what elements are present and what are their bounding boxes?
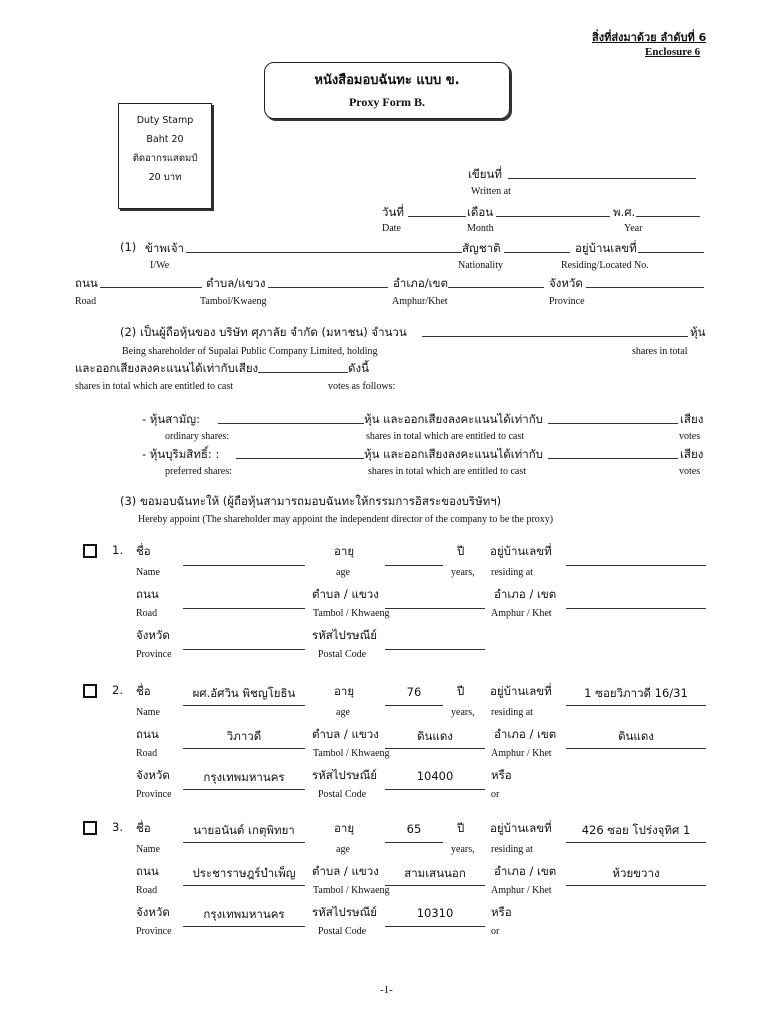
- year-field[interactable]: [636, 216, 700, 217]
- postal-label-th: รหัสไปรษณีย์: [312, 768, 378, 782]
- province-line: [183, 789, 305, 790]
- postal-field[interactable]: 10400: [416, 769, 454, 783]
- tambol-label-th: ตำบล / แขวง: [312, 727, 379, 741]
- tambol-line: [385, 885, 485, 886]
- address-field[interactable]: 426 ซอย โปร่งจุทิศ 1: [581, 823, 691, 837]
- tambol-label-th: ตำบล / แขวง: [312, 864, 379, 878]
- province-label-en: Province: [136, 649, 172, 660]
- sec1-road-en: Road: [75, 296, 97, 307]
- title-box: [264, 62, 510, 119]
- name-label-en: Name: [136, 567, 160, 578]
- ordinary-en-end: votes: [679, 431, 701, 442]
- address-line: [566, 842, 706, 843]
- age-label-en: age: [336, 707, 350, 718]
- age-field[interactable]: 76: [406, 685, 422, 699]
- proxy-checkbox[interactable]: [83, 544, 97, 558]
- amphur-field[interactable]: ดินแดง: [618, 729, 654, 743]
- tambol-line: [385, 608, 485, 609]
- sec1-num: (1): [120, 240, 137, 254]
- preferred-th: - หุ้นบุริมสิทธิ์: :: [142, 447, 220, 461]
- or-label-th: หรือ: [491, 905, 512, 919]
- sec1-tambol-th: ตำบล/แขวง: [206, 276, 266, 290]
- residing-label-th: อยู่บ้านเลขที่: [490, 821, 552, 835]
- amphur-field[interactable]: ห้วยขวาง: [612, 866, 660, 880]
- road-field[interactable]: วิภาวดี: [226, 729, 262, 743]
- road-label-en: Road: [136, 748, 158, 759]
- sec2-line2-th: และออกเสียงลงคะแนนได้เท่ากับเสียง: [75, 361, 259, 375]
- years-label-th: ปี: [457, 821, 465, 835]
- age-line: [385, 565, 443, 566]
- amphur-line: [566, 885, 706, 886]
- preferred-mid-th: หุ้น และออกเสียงลงคะแนนได้เท่ากับ: [364, 447, 543, 461]
- sec1-amphur-en: Amphur/Khet: [392, 296, 448, 307]
- sec1-province-field[interactable]: [586, 287, 704, 288]
- sec2-line1-end: หุ้น: [690, 325, 706, 339]
- province-label-en: Province: [136, 926, 172, 937]
- ordinary-en: ordinary shares:: [165, 431, 230, 442]
- sec2-line2-end: ดังนี้: [348, 361, 369, 375]
- road-line: [183, 885, 305, 886]
- province-field[interactable]: กรุงเทพมหานคร: [203, 907, 285, 921]
- nationality-field[interactable]: [504, 252, 570, 253]
- sec1-tambol-field[interactable]: [268, 287, 388, 288]
- sec1-amphur-field[interactable]: [448, 287, 544, 288]
- month-field[interactable]: [496, 216, 610, 217]
- stamp-line-3: ติดอากรแสตมป์: [132, 153, 198, 164]
- written-at-th: เขียนที่: [468, 167, 502, 181]
- age-label-th: อายุ: [334, 684, 355, 698]
- sec2-line2-en-right: votes as follows:: [328, 381, 396, 392]
- amphur-line: [566, 608, 706, 609]
- name-field[interactable]: นายอนันต์ เกตุพิทยา: [193, 823, 295, 837]
- ordinary-en-mid: shares in total which are entitled to cast: [366, 431, 525, 442]
- age-label-th: อายุ: [334, 544, 355, 558]
- residing-en: Residing/Located No.: [561, 260, 649, 271]
- proxy-number: 2.: [112, 683, 123, 697]
- tambol-field[interactable]: ดินแดง: [417, 729, 453, 743]
- iwe-en: I/We: [150, 260, 170, 271]
- residing-th: อยู่บ้านเลขที่: [575, 241, 637, 255]
- ordinary-mid-th: หุ้น และออกเสียงลงคะแนนได้เท่ากับ: [364, 412, 543, 426]
- residing-label-en: residing at: [491, 567, 533, 578]
- address-line: [566, 705, 706, 706]
- tambol-field[interactable]: สามเสนนอก: [404, 866, 466, 880]
- preferred-votes-field[interactable]: [548, 458, 678, 459]
- postal-label-en: Postal Code: [318, 926, 367, 937]
- age-label-th: อายุ: [334, 821, 355, 835]
- residing-label-en: residing at: [491, 844, 533, 855]
- tambol-label-en: Tambol / Khwaeng: [313, 885, 390, 896]
- postal-line: [385, 926, 485, 927]
- proxy-number: 3.: [112, 820, 123, 834]
- amphur-label-th: อำเภอ / เขต: [494, 727, 557, 741]
- postal-label-th: รหัสไปรษณีย์: [312, 628, 378, 642]
- or-label-th: หรือ: [491, 768, 512, 782]
- province-field[interactable]: กรุงเทพมหานคร: [203, 770, 285, 784]
- year-th: พ.ศ.: [613, 205, 636, 219]
- date-field[interactable]: [408, 216, 466, 217]
- province-label-en: Province: [136, 789, 172, 800]
- road-field[interactable]: ประชาราษฎร์บำเพ็ญ: [192, 866, 296, 880]
- address-line: [566, 565, 706, 566]
- ordinary-end-th: เสียง: [680, 412, 704, 426]
- province-label-th: จังหวัด: [136, 905, 170, 919]
- years-label-en: years,: [451, 707, 475, 718]
- sec1-road-field[interactable]: [100, 287, 202, 288]
- residing-field[interactable]: [638, 252, 704, 253]
- postal-label-th: รหัสไปรษณีย์: [312, 905, 378, 919]
- stamp-line-2: Baht 20: [146, 134, 184, 145]
- nationality-en: Nationality: [458, 260, 503, 271]
- nationality-th: สัญชาติ: [462, 241, 501, 255]
- province-label-th: จังหวัด: [136, 768, 170, 782]
- postal-label-en: Postal Code: [318, 649, 367, 660]
- province-line: [183, 649, 305, 650]
- amphur-label-th: อำเภอ / เขต: [494, 864, 557, 878]
- road-label-en: Road: [136, 608, 158, 619]
- age-line: [385, 705, 443, 706]
- sec2-line2-en: shares in total which are entitled to cast: [75, 381, 234, 392]
- name-label-en: Name: [136, 707, 160, 718]
- years-label-th: ปี: [457, 684, 465, 698]
- sec1-tambol-en: Tambol/Kwaeng: [200, 296, 267, 307]
- or-label-en: or: [491, 926, 500, 937]
- name-label-th: ชื่อ: [136, 544, 151, 558]
- sec2-line1-th: (2) เป็นผู้ถือหุ้นของ บริษัท ศุภาลัย จำกัด (มหาชน) จำนวน: [120, 325, 407, 339]
- residing-label-th: อยู่บ้านเลขที่: [490, 544, 552, 558]
- preferred-en-mid: shares in total which are entitled to cast: [368, 466, 527, 477]
- name-line: [183, 565, 305, 566]
- sec1-province-th: จังหวัด: [549, 276, 583, 290]
- postal-field[interactable]: 10310: [416, 906, 454, 920]
- shares-total-field[interactable]: [422, 336, 688, 337]
- age-field[interactable]: 65: [406, 822, 422, 836]
- address-field[interactable]: 1 ซอยวิภาวดี 16/31: [584, 686, 688, 700]
- sec3-heading-th: (3) ขอมอบฉันทะให้ (ผู้ถือหุ้นสามารถมอบฉันทะให้กรรมการอิสระของบริษัทฯ): [120, 494, 502, 508]
- preferred-end-th: เสียง: [680, 447, 704, 461]
- year-en: Year: [624, 223, 643, 234]
- name-field[interactable]: ผศ.อัศวิน พิชญโยธิน: [192, 686, 296, 700]
- title-en: Proxy Form B.: [348, 95, 426, 109]
- proxy-checkbox[interactable]: [83, 684, 97, 698]
- amphur-label-en: Amphur / Khet: [491, 748, 552, 759]
- or-label-en: or: [491, 789, 500, 800]
- name-line: [183, 705, 305, 706]
- sec3-heading-en: Hereby appoint (The shareholder may appoint the independent director of the company to be the proxy): [138, 514, 554, 525]
- title-th: หนังสือมอบฉันทะ แบบ ข.: [314, 73, 460, 88]
- years-label-en: years,: [451, 844, 475, 855]
- date-th: วันที่: [382, 205, 404, 219]
- stamp-line-1: Duty Stamp: [136, 115, 194, 126]
- date-en: Date: [382, 223, 401, 234]
- years-label-th: ปี: [457, 544, 465, 558]
- name-label-en: Name: [136, 844, 160, 855]
- age-line: [385, 842, 443, 843]
- residing-label-en: residing at: [491, 707, 533, 718]
- name-line: [183, 842, 305, 843]
- sec2-line1-en: Being shareholder of Supalai Public Company Limited, holding: [122, 346, 378, 357]
- proxy-number: 1.: [112, 543, 123, 557]
- ordinary-votes-field[interactable]: [548, 423, 678, 424]
- postal-line: [385, 649, 485, 650]
- name-label-th: ชื่อ: [136, 821, 151, 835]
- proxy-checkbox[interactable]: [83, 821, 97, 835]
- age-label-en: age: [336, 844, 350, 855]
- name-label-th: ชื่อ: [136, 684, 151, 698]
- preferred-shares-field[interactable]: [236, 458, 364, 459]
- amphur-label-th: อำเภอ / เขต: [494, 587, 557, 601]
- road-label-en: Road: [136, 885, 158, 896]
- ordinary-th: - หุ้นสามัญ:: [142, 412, 200, 426]
- tambol-line: [385, 748, 485, 749]
- tambol-label-th: ตำบล / แขวง: [312, 587, 379, 601]
- road-label-th: ถนน: [136, 587, 159, 601]
- amphur-label-en: Amphur / Khet: [491, 608, 552, 619]
- road-line: [183, 608, 305, 609]
- ordinary-shares-field[interactable]: [218, 423, 364, 424]
- road-label-th: ถนน: [136, 727, 159, 741]
- page-number: -1-: [380, 984, 393, 996]
- sec1-iwe-th: ข้าพเจ้า: [145, 241, 185, 255]
- province-label-th: จังหวัด: [136, 628, 170, 642]
- amphur-label-en: Amphur / Khet: [491, 885, 552, 896]
- written-at-field[interactable]: [508, 178, 696, 179]
- sec1-amphur-th: อำเภอ/เขต: [393, 276, 448, 290]
- tambol-label-en: Tambol / Khwaeng: [313, 748, 390, 759]
- month-th: เดือน: [467, 205, 494, 219]
- sec1-road-th: ถนน: [75, 276, 98, 290]
- enclosure-en: Enclosure 6: [645, 46, 701, 58]
- sec1-province-en: Province: [549, 296, 585, 307]
- years-label-en: years,: [451, 567, 475, 578]
- postal-label-en: Postal Code: [318, 789, 367, 800]
- residing-label-th: อยู่บ้านเลขที่: [490, 684, 552, 698]
- votes-total-field[interactable]: [258, 372, 348, 373]
- province-line: [183, 926, 305, 927]
- duty-stamp-box: [118, 103, 212, 209]
- road-line: [183, 748, 305, 749]
- sec2-line1-en-right: shares in total: [632, 346, 688, 357]
- age-label-en: age: [336, 567, 350, 578]
- month-en: Month: [467, 223, 494, 234]
- iwe-field[interactable]: [186, 252, 462, 253]
- written-at-en: Written at: [471, 186, 511, 197]
- enclosure-th: สิ่งที่ส่งมาด้วย ลำดับที่ 6: [592, 31, 707, 44]
- amphur-line: [566, 748, 706, 749]
- preferred-en: preferred shares:: [165, 466, 232, 477]
- postal-line: [385, 789, 485, 790]
- road-label-th: ถนน: [136, 864, 159, 878]
- stamp-line-4: 20 บาท: [148, 172, 182, 183]
- tambol-label-en: Tambol / Khwaeng: [313, 608, 390, 619]
- preferred-en-end: votes: [679, 466, 701, 477]
